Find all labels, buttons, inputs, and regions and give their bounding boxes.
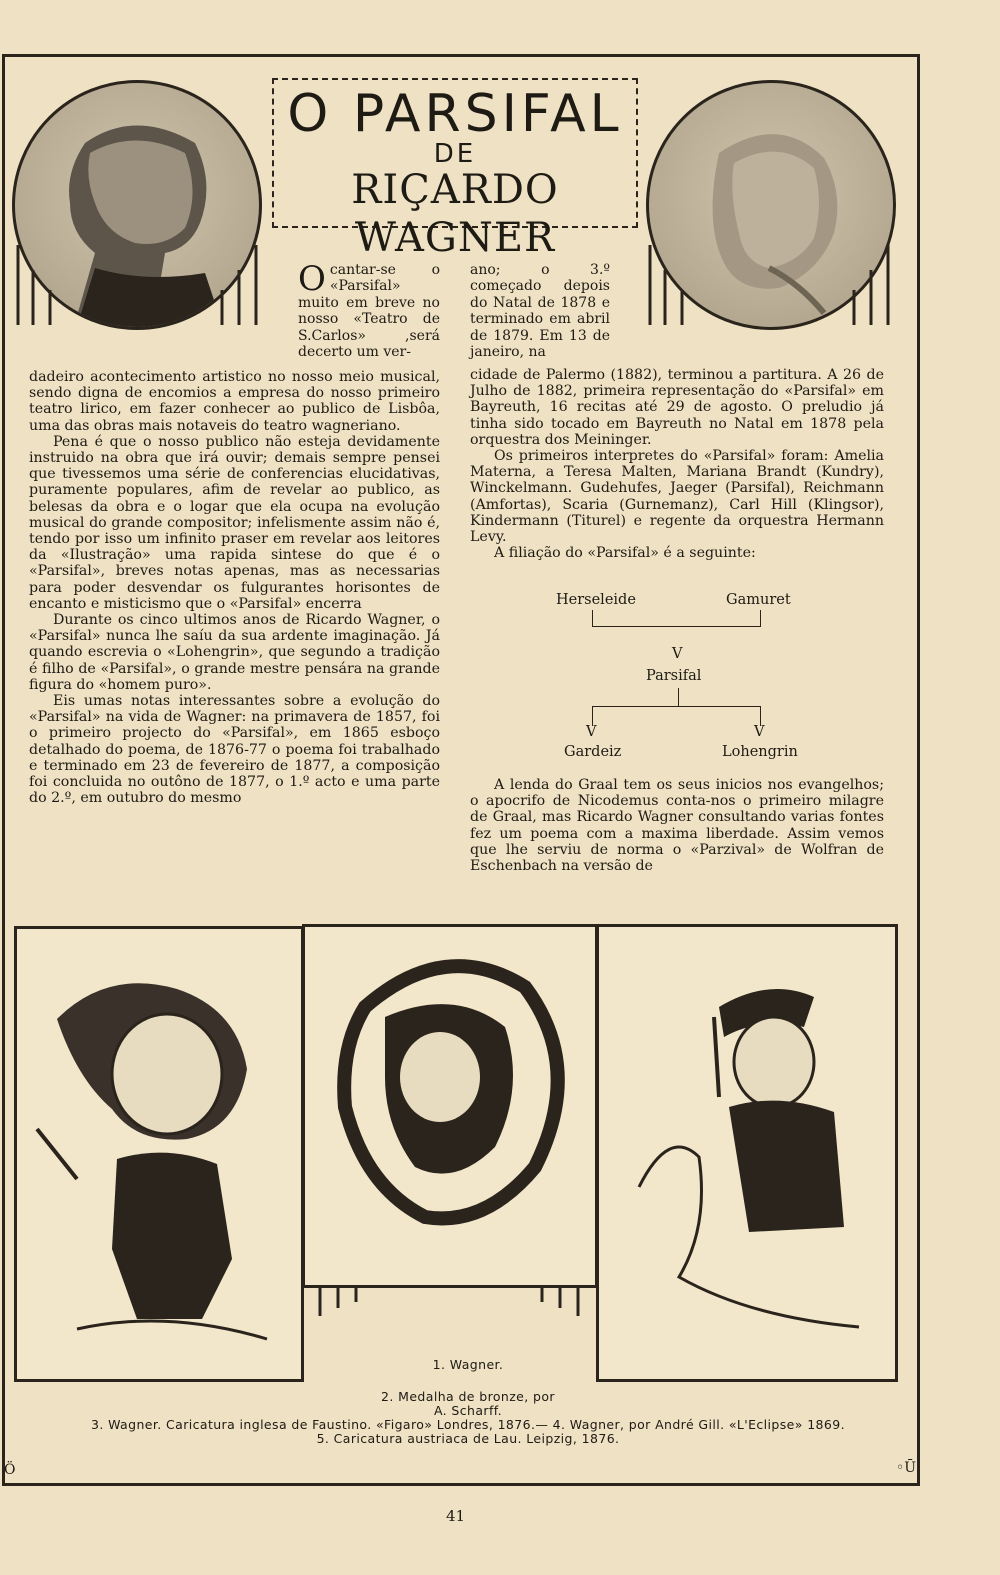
tree-line xyxy=(592,706,761,707)
caricature-2 xyxy=(302,924,598,1288)
tree-line xyxy=(592,706,593,726)
tree-arrow: V xyxy=(586,724,597,740)
paragraph: Pena é que o nosso publico não esteja devidamente instruido na obra que irá ouvir; demais sempre pensei que tivessemos uma série de conferencias elucidativas, puramente populares, afim de revelar ao publico, as belesas da obra e o logar que ela ocupa na evolução musical do grande compositor; infelismente assim não é, tendo por isso um infinito praser em revelar aos leitores da «Ilustração» uma rapida sintese do que é o «Parsifal», breves notas apenas, mas as necessarias para poder desvendar os fulgurantes horisontes de encanto e misticismo que o «Parsifal» encerra xyxy=(29,433,440,612)
corner-mark-right: ◦Ū xyxy=(896,1460,917,1476)
title-box xyxy=(272,78,638,261)
caption-3: 3. Wagner. Caricatura inglesa de Faustino. «Figaro» Londres, 1876.— 4. Wagner, por André Gill. «L'Eclipse» 1869. xyxy=(91,1417,845,1432)
left-column xyxy=(29,369,440,806)
paragraph: Eis umas notas interessantes sobre a evolução do «Parsifal» na vida de Wagner: na primavera de 1857, foi o primeiro projecto do «Parsifal», em 1865 esboço detalhado do poema, de 1876-77 o poema foi trabalhado e terminado em 23 de fevereiro de 1877, a composição foi concluida no outôno de 1877, o 1.º acto e uma parte do 2.º, em outubro do mesmo xyxy=(29,693,440,807)
page-number: 41 xyxy=(446,1507,466,1525)
tree-grandchild-1: Gardeiz xyxy=(564,744,622,760)
title-line-2: DE xyxy=(433,139,477,169)
pendant-ornament-left xyxy=(8,230,268,340)
caption-1: 1. Wagner. xyxy=(432,1357,504,1372)
tree-child: Parsifal xyxy=(646,668,702,684)
title-line-3: RIÇARDO WAGNER xyxy=(351,167,559,261)
tree-arrow: V xyxy=(754,724,765,740)
paragraph: Durante os cinco ultimos anos de Ricardo Wagner, o «Parsifal» nunca lhe saíu da sua ardente imaginação. Já quando escrevia o «Lohengrin», que segundo a tradição é filho de «Parsifal», o grande mestre pensára na grande figura do «homem puro». xyxy=(29,612,440,693)
right-column xyxy=(470,367,884,561)
paragraph: dadeiro acontecimento artistico no nosso meio musical, sendo digna de encomios a empresa do nosso primeiro teatro lirico, em fazer conhecer ao publico de Lisbôa, uma das obras mais notaveis do teatro wagneriano. xyxy=(29,369,440,434)
family-tree xyxy=(540,588,830,768)
tree-line xyxy=(760,610,761,626)
title-line-1: O PARSIFAL xyxy=(287,84,623,144)
tree-mother: Herseleide xyxy=(556,592,636,608)
paragraph: A filiação do «Parsifal» é a seguinte: xyxy=(494,545,756,562)
caricature-2-drawing xyxy=(305,927,598,1288)
intro-paragraph xyxy=(298,259,440,361)
caricature-1 xyxy=(14,926,304,1382)
tree-line xyxy=(592,626,761,627)
caricature-3 xyxy=(596,924,898,1382)
paragraph: Os primeiros interpretes do «Parsifal» foram: Amelia Materna, a Teresa Malten, Mariana Brandt (Kundry), Winckelmann. Gudehufes, Jaeger (Parsifal), Reichmann (Amfortas), Scaria (Gurnemanz), Carl Hill (Klingsor), Kindermann (Titurel) e regente da orquestra Hermann Levy. xyxy=(470,448,884,546)
paragraph: A lenda do Graal tem os seus inicios nos evangelhos; o apocrifo de Nicodemus conta-nos o primeiro milagre de Graal, mas Ricardo Wagner consultando varias fontes fez um poema com a maxima liberdade. Assim vemos que lhe serviu de norma o «Parzival» de Wolfran de Eschenbach na versão de xyxy=(470,777,884,875)
corner-mark-left: Ö xyxy=(4,1462,16,1478)
caption-2b: A. Scharff. xyxy=(433,1403,503,1418)
drop-cap: O xyxy=(298,259,326,299)
tree-grandchild-2: Lohengrin xyxy=(722,744,798,760)
right-top-paragraph: ano; o 3.º começado depois do Natal de 1878 e terminado em abril de 1879. Em 13 de janeiro, na xyxy=(470,262,610,361)
pendant-ornament-bottom xyxy=(302,1288,598,1328)
paragraph: cidade de Palermo (1882), terminou a partitura. A 26 de Julho de 1882, primeira representação do «Parsifal» em Bayreuth, 16 recitas até 29 de agosto. O preludio já tinha sido tocado em Bayreuth no Natal em 1878 pela orquestra dos Meininger. xyxy=(470,367,884,448)
tree-father: Gamuret xyxy=(726,592,791,608)
right-column-lower xyxy=(470,777,884,874)
intro-text: cantar-se o «Parsifal» muito em breve no nosso «Teatro de S.Carlos» ,será decerto um ver- xyxy=(298,262,440,361)
tree-line xyxy=(678,688,679,706)
caricature-1-drawing xyxy=(17,929,304,1382)
tree-line xyxy=(592,610,593,626)
caption-2a: 2. Medalha de bronze, por xyxy=(381,1389,555,1404)
caption-5: 5. Caricatura austriaca de Lau. Leipzig, 1876. xyxy=(316,1431,620,1446)
tree-line xyxy=(760,706,761,726)
captions xyxy=(18,1354,918,1446)
caricature-3-drawing xyxy=(599,927,898,1382)
tree-arrow: V xyxy=(672,646,683,662)
pendant-ornament-right xyxy=(640,230,900,340)
